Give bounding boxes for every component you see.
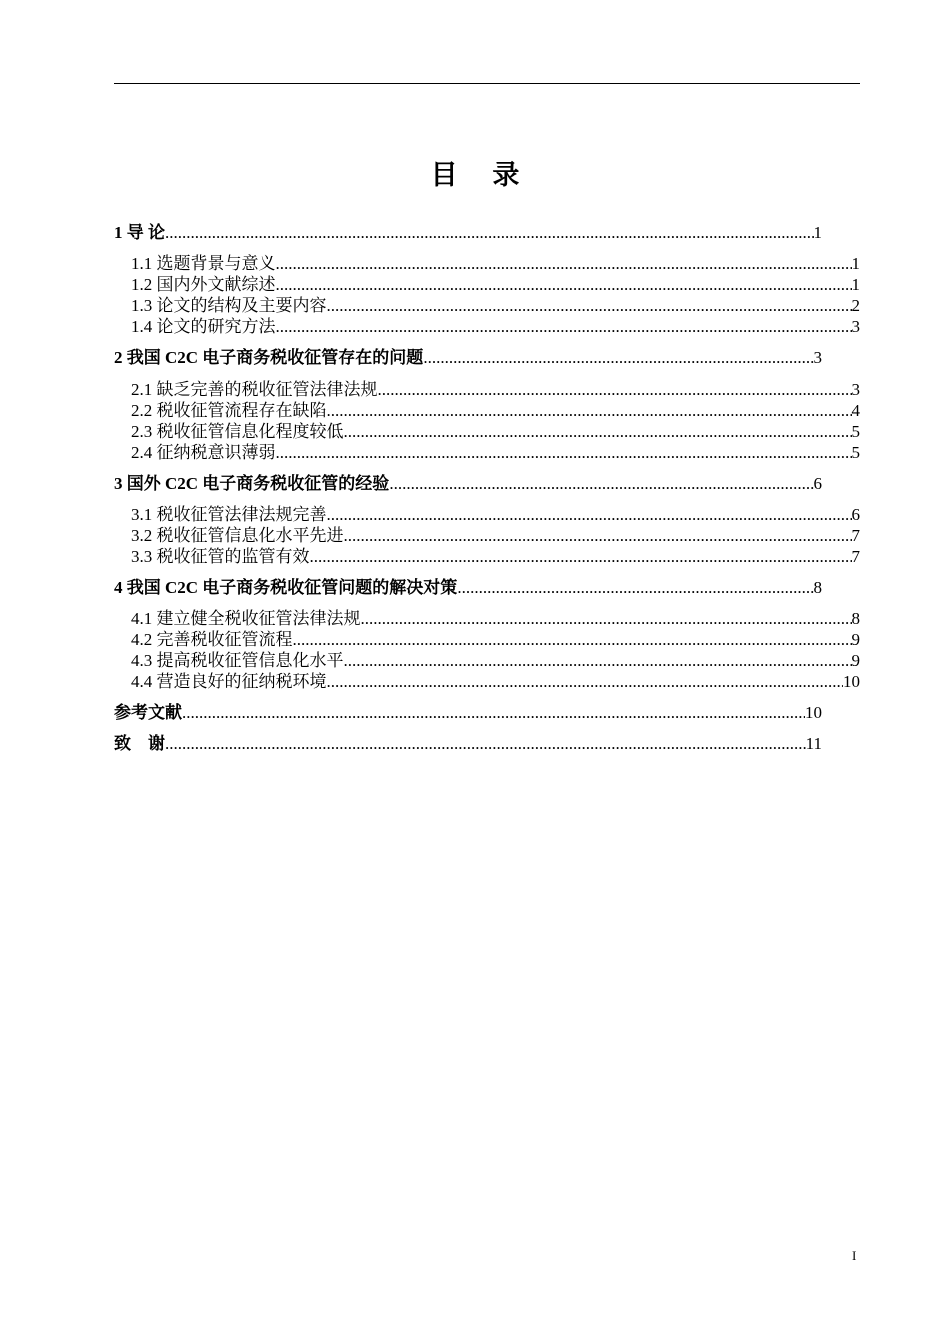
toc-leader-dots: [327, 505, 852, 525]
toc-entry-label: 3.2 税收征管信息化水平先进: [131, 526, 344, 545]
toc-entry-chapter-1[interactable]: [114, 223, 822, 243]
toc-entry-page: 8: [813, 578, 822, 597]
toc-entry-page: 9: [851, 630, 860, 649]
toc-entry-4-1[interactable]: [131, 609, 860, 629]
toc-leader-dots: [310, 547, 852, 567]
toc-entry-label: 3.1 税收征管法律法规完善: [131, 505, 327, 524]
toc-leader-dots: [389, 474, 813, 494]
toc-entry-page: 5: [851, 422, 860, 441]
toc-entry-page: 1: [851, 254, 860, 273]
toc-entry-3-3[interactable]: [131, 547, 860, 567]
toc-leader-dots: [457, 578, 813, 598]
toc-entry-2-3[interactable]: [131, 422, 860, 442]
toc-entry-label: 2.3 税收征管信息化程度较低: [131, 422, 344, 441]
toc-entry-label: 参考文献: [114, 703, 182, 722]
toc-leader-dots: [276, 443, 852, 463]
toc-leader-dots: [327, 672, 844, 692]
toc-entry-label: 1.2 国内外文献综述: [131, 275, 276, 294]
toc-entry-page: 3: [851, 317, 860, 336]
toc-entry-label: 4.3 提高税收征管信息化水平: [131, 651, 344, 670]
toc-entry-label: 1.3 论文的结构及主要内容: [131, 296, 327, 315]
toc-entry-2-1[interactable]: [131, 380, 860, 400]
toc-entry-label: 4 我国 C2C 电子商务税收征管问题的解决对策: [114, 578, 458, 597]
toc-entry-label: 1.1 选题背景与意义: [131, 254, 276, 273]
toc-leader-dots: [276, 317, 852, 337]
toc-leader-dots: [361, 609, 852, 629]
toc-leader-dots: [165, 223, 814, 243]
toc-leader-dots: [276, 275, 852, 295]
toc-entry-label: 2.4 征纳税意识薄弱: [131, 443, 276, 462]
toc-leader-dots: [182, 703, 805, 723]
toc-entry-page: 10: [805, 703, 822, 722]
toc-entry-1-2[interactable]: [131, 275, 860, 295]
toc-entry-3-2[interactable]: [131, 526, 860, 546]
toc-entry-acknowledgements[interactable]: [114, 734, 822, 754]
toc-entry-page: 9: [851, 651, 860, 670]
toc-entry-page: 5: [851, 443, 860, 462]
toc-leader-dots: [378, 380, 852, 400]
toc-entry-page: 1: [851, 275, 860, 294]
toc-entry-2-2[interactable]: [131, 401, 860, 421]
toc-entry-label: 1 导 论: [114, 223, 165, 242]
toc-entry-page: 6: [813, 474, 822, 493]
toc-leader-dots: [327, 401, 852, 421]
toc-entry-page: 3: [813, 348, 822, 367]
toc-leader-dots: [293, 630, 852, 650]
toc-entry-label: 4.4 营造良好的征纳税环境: [131, 672, 327, 691]
toc-leader-dots: [327, 296, 852, 316]
toc-entry-1-3[interactable]: [131, 296, 860, 316]
toc-entry-page: 6: [851, 505, 860, 524]
toc-entry-label: 2 我国 C2C 电子商务税收征管存在的问题: [114, 348, 424, 367]
toc-entry-chapter-4[interactable]: [114, 578, 822, 598]
toc-leader-dots: [344, 526, 852, 546]
toc-entry-label: 致 谢: [114, 734, 165, 753]
toc-entry-label: 2.1 缺乏完善的税收征管法律法规: [131, 380, 378, 399]
toc-entry-page: 4: [851, 401, 860, 420]
toc-entry-page: 7: [851, 526, 860, 545]
toc-entry-page: 11: [805, 734, 822, 753]
header-rule: [114, 83, 860, 84]
toc-entry-label: 1.4 论文的研究方法: [131, 317, 276, 336]
toc-entry-chapter-3[interactable]: [114, 474, 822, 494]
toc-entry-label: 2.2 税收征管流程存在缺陷: [131, 401, 327, 420]
toc-entry-label: 4.2 完善税收征管流程: [131, 630, 293, 649]
toc-entry-1-4[interactable]: [131, 317, 860, 337]
toc-entry-1-1[interactable]: [131, 254, 860, 274]
toc-entry-page: 3: [851, 380, 860, 399]
toc-entry-4-3[interactable]: [131, 651, 860, 671]
toc-entry-page: 10: [843, 672, 860, 691]
toc-leader-dots: [423, 348, 813, 368]
toc-leader-dots: [344, 651, 852, 671]
toc-entry-3-1[interactable]: [131, 505, 860, 525]
toc-entry-2-4[interactable]: [131, 443, 860, 463]
toc-entry-4-2[interactable]: [131, 630, 860, 650]
page-folio: I: [852, 1248, 857, 1263]
toc-entry-references[interactable]: [114, 703, 822, 723]
toc-entry-4-4[interactable]: [131, 672, 860, 692]
toc-leader-dots: [276, 254, 852, 274]
toc-entry-label: 3 国外 C2C 电子商务税收征管的经验: [114, 474, 390, 493]
toc-entry-label: 4.1 建立健全税收征管法律法规: [131, 609, 361, 628]
toc-leader-dots: [165, 734, 806, 754]
toc-entry-page: 2: [851, 296, 860, 315]
toc-entry-label: 3.3 税收征管的监管有效: [131, 547, 310, 566]
toc-entry-page: 1: [813, 223, 822, 242]
toc-entry-chapter-2[interactable]: [114, 348, 822, 368]
toc-entry-page: 7: [851, 547, 860, 566]
page-title: 目 录: [430, 160, 534, 190]
toc-leader-dots: [344, 422, 852, 442]
toc-entry-page: 8: [851, 609, 860, 628]
